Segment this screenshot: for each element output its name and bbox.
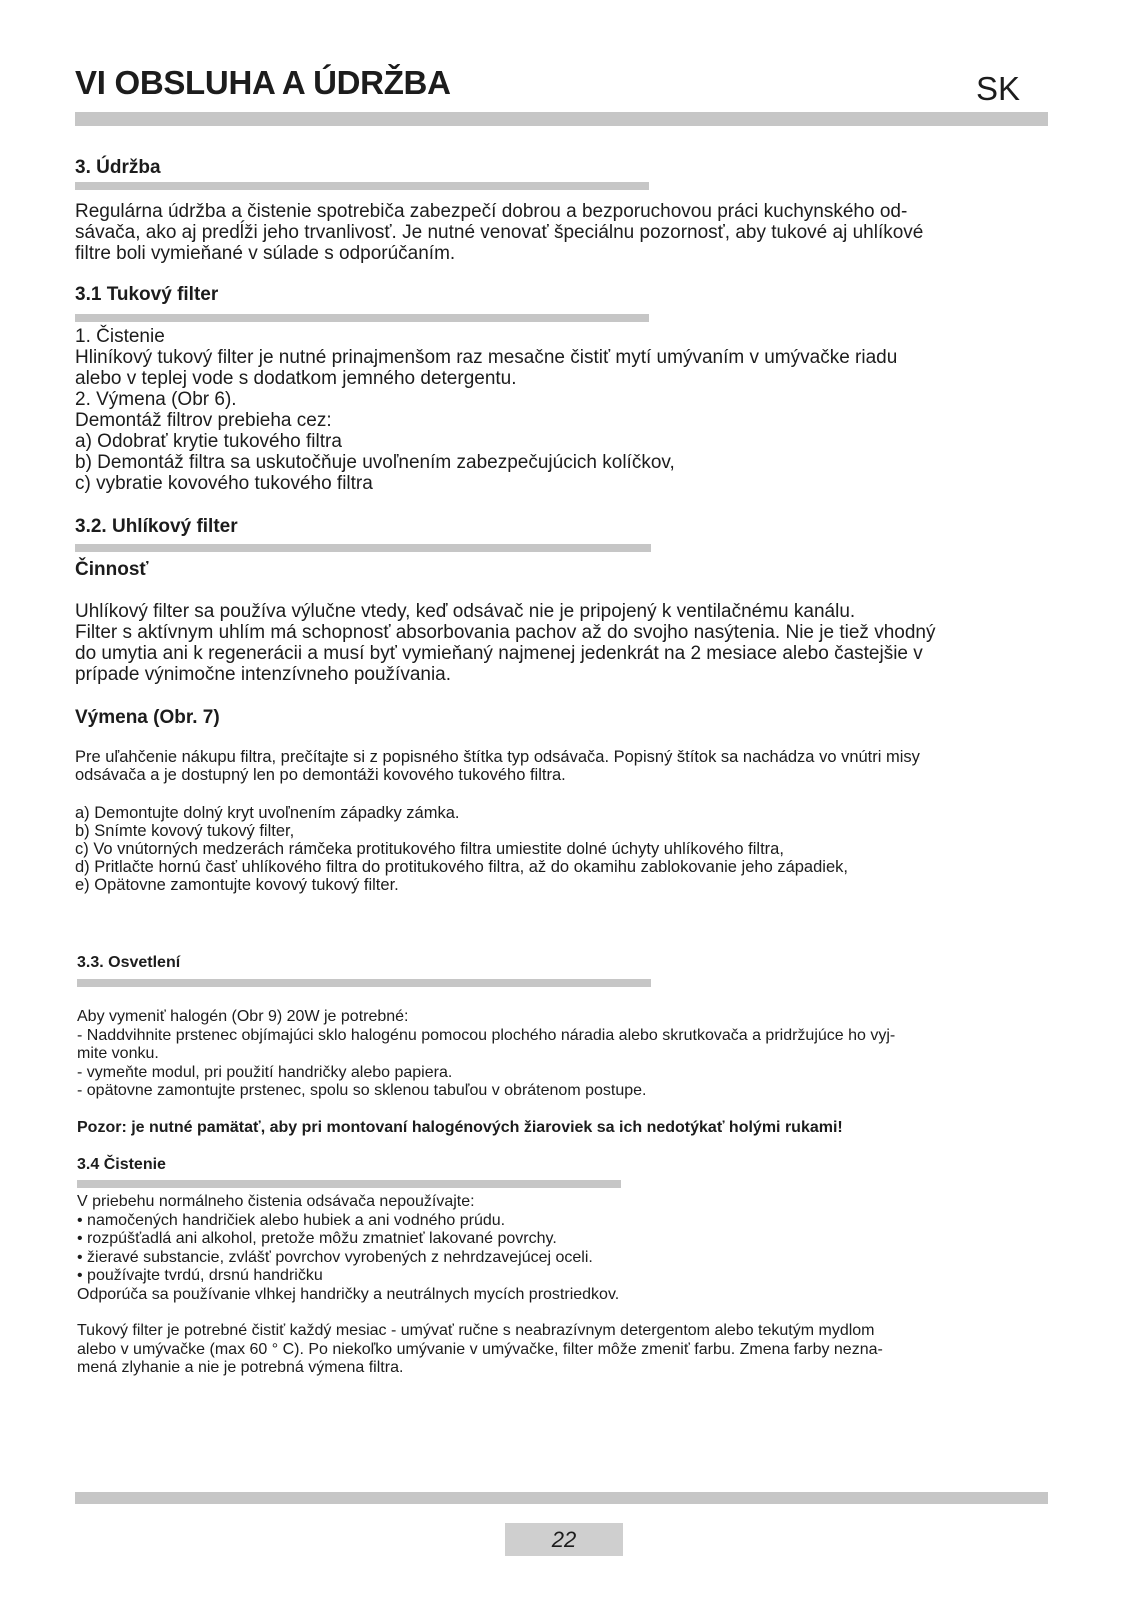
section-3-heading: 3. Údržba <box>75 157 161 178</box>
paragraph-line: Uhlíkový filter sa používa výlučne vtedy, keď odsávač nie je pripojený k ventilačnému kanálu. <box>75 601 856 622</box>
section-3-2-body <box>75 601 935 685</box>
paragraph-line: c) vybratie kovového tukového filtra <box>75 473 373 494</box>
section-3-3-body <box>77 1008 895 1101</box>
paragraph-line: Pre uľahčenie nákupu filtra, prečítajte si z popisného štítka typ odsávača. Popisný štítok sa nachádza vo vnútri misy <box>75 748 920 766</box>
footer-divider <box>75 1492 1048 1504</box>
paragraph-line: alebo v umývačke (max 60 ° C). Po niekoľko umývanie v umývačke, filter môže zmeniť farbu. Zmena farby nezna- <box>77 1340 883 1358</box>
page-number: 22 <box>505 1523 623 1556</box>
section-3-1-heading: 3.1 Tukový filter <box>75 284 219 305</box>
paragraph-line: do umytia ani k regenerácii a musí byť vymieňaný najmenej jedenkrát na 2 mesiace alebo častejšie v <box>75 643 923 664</box>
language-code: SK <box>976 70 1021 107</box>
warning-text: Pozor: je nutné pamätať, aby pri montovaní halogénových žiaroviek sa ich nedotýkať holými rukami! <box>77 1119 843 1136</box>
paragraph-line: - opätovne zamontujte prstenec, spolu so sklenou tabuľou v obrátenom postupe. <box>77 1082 647 1099</box>
list-item: • žieravé substancie, zvlášť povrchov vyrobených z nehrdzavejúcej oceli. <box>77 1248 593 1266</box>
paragraph-line: prípade výnimočne intenzívneho používania. <box>75 664 452 685</box>
section-3-1-body <box>75 326 897 494</box>
subheading-vymena: Výmena (Obr. 7) <box>75 707 220 728</box>
section-3-2-heading: 3.2. Uhlíkový filter <box>75 516 238 537</box>
list-item: V priebehu normálneho čistenia odsávača nepoužívajte: <box>77 1193 475 1210</box>
header-divider <box>75 112 1048 126</box>
paragraph-line: Hliníkový tukový filter je nutné prinajmenšom raz mesačne čistiť mytí umývaním v umývačke riadu <box>75 347 898 368</box>
list-item: • používajte tvrdú, drsnú handričku <box>77 1267 323 1284</box>
list-item: b) Snímte kovový tukový filter, <box>75 822 295 840</box>
section-3-4-rule <box>77 1180 621 1188</box>
paragraph-line: - vymeňte modul, pri použití handričky alebo papiera. <box>77 1063 453 1081</box>
paragraph-line: 2. Výmena (Obr 6). <box>75 389 237 410</box>
paragraph-line: odsávača a je dostupný len po demontáži kovového tukového filtra. <box>75 766 566 784</box>
section-3-4-body <box>77 1193 619 1304</box>
section-3-rule <box>75 182 649 190</box>
section-3-body <box>75 201 923 264</box>
list-item: c) Vo vnútorných medzerách rámčeka protitukového filtra umiestite dolné úchyty uhlíkového filtra, <box>75 840 784 858</box>
paragraph-line: - Naddvihnite prstenec objímajúci sklo halogénu pomocou plochého náradia alebo skrutkovača a pridržujúce ho vyj- <box>77 1026 896 1044</box>
list-item: • namočených handričiek alebo hubiek a ani vodného prúdu. <box>77 1211 506 1229</box>
list-item: a) Demontujte dolný kryt uvoľnením západky zámka. <box>75 804 460 822</box>
paragraph-line: Filter s aktívnym uhlím má schopnosť absorbovania pachov až do svojho nasýtenia. Nie je tiež vhodný <box>75 622 936 643</box>
list-item: • rozpúšťadlá ani alkohol, pretože môžu zmatnieť lakované povrchy. <box>77 1230 557 1247</box>
paragraph-line: Tukový filter je potrebné čistiť každý mesiac - umývať ručne s neabrazívnym detergentom alebo tekutým mydlom <box>77 1322 875 1339</box>
section-3-4-note <box>77 1322 883 1378</box>
paragraph-line: Demontáž filtrov prebieha cez: <box>75 410 332 431</box>
paragraph-line: 1. Čistenie <box>75 326 165 347</box>
section-3-3-heading: 3.3. Osvetlení <box>77 954 181 971</box>
section-3-1-rule <box>75 314 649 322</box>
paragraph-line: a) Odobrať krytie tukového filtra <box>75 431 342 452</box>
section-3-4-heading: 3.4 Čistenie <box>77 1156 166 1173</box>
section-3-2-steps <box>75 804 848 894</box>
paragraph-line: Regulárna údržba a čistenie spotrebiča zabezpečí dobrou a bezporuchovou práci kuchynského od- <box>75 201 908 222</box>
section-3-2-rule <box>75 544 651 552</box>
paragraph-line: Aby vymeniť halogén (Obr 9) 20W je potrebné: <box>77 1008 409 1025</box>
paragraph-line: b) Demontáž filtra sa uskutočňuje uvoľnením zabezpečujúcich kolíčkov, <box>75 452 675 473</box>
section-3-3-rule <box>77 979 651 987</box>
page-title: VI OBSLUHA A ÚDRŽBA <box>75 64 451 101</box>
subheading-cinnost: Činnosť <box>75 559 149 580</box>
list-item: e) Opätovne zamontujte kovový tukový filter. <box>75 876 399 894</box>
paragraph-line: mená zlyhanie a nie je potrebná výmena filtra. <box>77 1359 404 1376</box>
section-3-2-note <box>75 748 920 784</box>
paragraph-line: mite vonku. <box>77 1045 159 1062</box>
list-item: d) Pritlačte hornú časť uhlíkového filtra do protitukového filtra, až do okamihu zablokovanie jeho západiek, <box>75 858 848 876</box>
list-item: Odporúča sa používanie vlhkej handričky a neutrálnych mycích prostriedkov. <box>77 1285 620 1303</box>
paragraph-line: alebo v teplej vode s dodatkom jemného detergentu. <box>75 368 517 389</box>
paragraph-line: filtre boli vymieňané v súlade s odporúčaním. <box>75 243 456 264</box>
paragraph-line: sávača, ako aj predĺži jeho trvanlivosť. Je nutné venovať špeciálnu pozornosť, aby tukové aj uhlíkové <box>75 222 924 243</box>
